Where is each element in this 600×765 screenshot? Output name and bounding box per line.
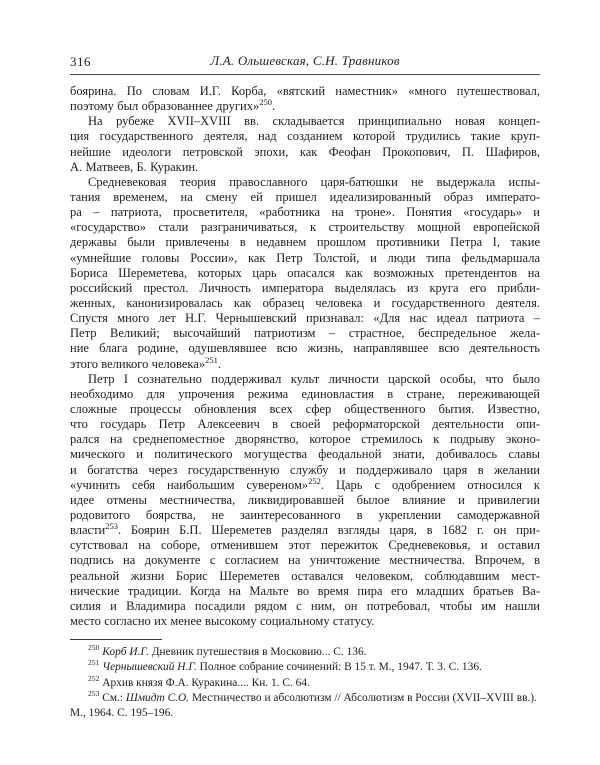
text-line: что государь Петр Алексеевич в своей реформаторской деятельности опи- xyxy=(70,417,540,432)
footnote-divider xyxy=(70,639,162,640)
footnote-ref: 252 xyxy=(308,475,321,486)
text-line: власти$^{253}$. Боярин Б.П. Шереметев разделял взгляды царя, в 1682 г. он при- xyxy=(70,520,540,538)
text-line: мического и политического могущества феодальной знати, добивалось славы xyxy=(70,447,540,462)
text-line: и богатства через государственную службу и поддерживало царя в желании xyxy=(70,462,540,477)
text-line: Средневековая теория православного царя-батюшки не выдержала испы- xyxy=(88,174,540,189)
text-line: реальной жизни Борис Шереметев оставался человеком, соблюдавшим мест- xyxy=(70,568,540,583)
text-line: силия и Владимира посадили рядом с ним, он потребовал, чтобы им нашли xyxy=(70,598,540,613)
text-line: Спустя много лет Н.Г. Чернышевский признавал: «Для нас идеал патриота – xyxy=(70,311,540,326)
running-header xyxy=(70,53,540,70)
footnotes xyxy=(70,645,540,721)
footnote-number: 252 xyxy=(88,673,100,683)
footnote-number: 251 xyxy=(88,658,100,668)
footnote-ref: 250 xyxy=(259,96,272,107)
header-divider xyxy=(70,74,540,75)
text-line: поэтому был образованнее других»$^{250}$. xyxy=(70,96,276,114)
footnote-ref: 251 xyxy=(205,354,218,365)
text-line: ра – патриота, просветителя, «работника на троне». Понятия «государь» и xyxy=(70,205,540,220)
footnote-item: $^{253}$ См.: Шмидт С.О. Местничество и абсолютизм // Абсолютизм в России (XVII–XVIII вв.). М., 1964. С. 195–196. xyxy=(70,689,537,720)
text-line: тания временем, на смену ей пришел идеализированный образ императо- xyxy=(70,189,540,204)
text-line: подпись на документе с согласием на уничтожение местничества. Впрочем, в xyxy=(70,553,540,568)
text-line: Бориса Шереметева, которых царь опасался как возможных претендентов на xyxy=(70,265,540,280)
text-line: державы были привлечены в недавнем прошлом противники Петра I, такие xyxy=(70,235,540,250)
text-line: Петр Великий; высочайший патриотизм – страстное, беспредельное жела- xyxy=(70,326,540,341)
footnote-author: Корб И.Г. xyxy=(102,646,149,658)
text-line: женных, канонизировалась как образец человека и государственного деятеля. xyxy=(70,295,540,310)
footnote-ref: 253 xyxy=(105,520,118,531)
text-line: необходимо для упрочения режима единовластия в стране, переживающей xyxy=(70,386,540,401)
page-number: 316 xyxy=(70,54,91,69)
footnote-item: $^{252}$ Архив князя Ф.А. Куракина.... Кн. 1. С. 64. xyxy=(88,673,310,689)
text-line: На рубеже XVII–XVIII вв. складывается принципиально новая концеп- xyxy=(88,114,540,129)
text-line: родовитого боярства, не заинтересованного в укреплении самодержавной xyxy=(70,507,540,522)
text-line: этого великого человека»$^{251}$. xyxy=(70,354,221,371)
text-line: нические традиции. Когда на Мальте во время пира его младших братьев Ва- xyxy=(70,583,540,598)
text-line: «учинить себя наибольшим сувереном»$^{252}$. Царь с одобрением относился к xyxy=(70,475,540,492)
footnote-number: 253 xyxy=(88,689,100,699)
running-title: Л.А. Ольшевская, С.Н. Травников xyxy=(210,53,400,68)
text-line: А. Матвеев, Б. Куракин. xyxy=(70,159,199,174)
text-line: сутствовал на соборе, отменившем этот пережиток Средневековья, и оставил xyxy=(70,538,540,553)
text-line: «государство» стали разграничиваться, к строительству мощной европейской xyxy=(70,220,540,235)
text-line: место согласно их менее высокому социальному статусу. xyxy=(70,613,375,628)
footnote-author: Чернышевский Н.Г. xyxy=(102,661,197,674)
body-text xyxy=(70,84,540,629)
text-line: ция государственного деятеля, над созданием которой трудились такие круп- xyxy=(70,129,540,144)
text-line: ние блага родине, одушевлявшее всю жизнь, направлявшее всю деятельность xyxy=(70,341,540,356)
text-line: боярина. По словам И.Г. Корба, «вятский наместник» «много путешествовал, xyxy=(70,84,540,98)
footnote-author: Шмидт С.О. xyxy=(125,691,190,704)
text-line: российский престол. Личность императора выделялась из круга его прибли- xyxy=(70,280,540,295)
text-line: нейшие идеологи петровской эпохи, как Феофан Прокопович, П. Шафиров, xyxy=(70,144,540,159)
footnote-item: $^{250}$ Корб И.Г. Дневник путешествия в Московию... С. 136. xyxy=(88,643,367,658)
text-line: Петр I сознательно поддерживал культ личности царской особы, что было xyxy=(88,371,540,386)
text-line: рался на среднепоместное дворянство, которое стремилось к подрыву эконо- xyxy=(70,432,540,447)
text-line: идее отмены местничества, ликвидировавшей былое влияние и привилегии xyxy=(70,492,540,507)
footnote-item: $^{251}$ Чернышевский Н.Г. Полное собрание сочинений: В 15 т. М., 1947. Т. 3. С. 136. xyxy=(88,658,482,674)
text-line: «умнейшие головы России», как Петр Толстой, и люди типа фельдмаршала xyxy=(70,250,540,265)
footnote-number: 250 xyxy=(88,643,100,653)
text-line: сложные процессы обновления всех сфер общественного бытия. Известно, xyxy=(70,401,540,416)
